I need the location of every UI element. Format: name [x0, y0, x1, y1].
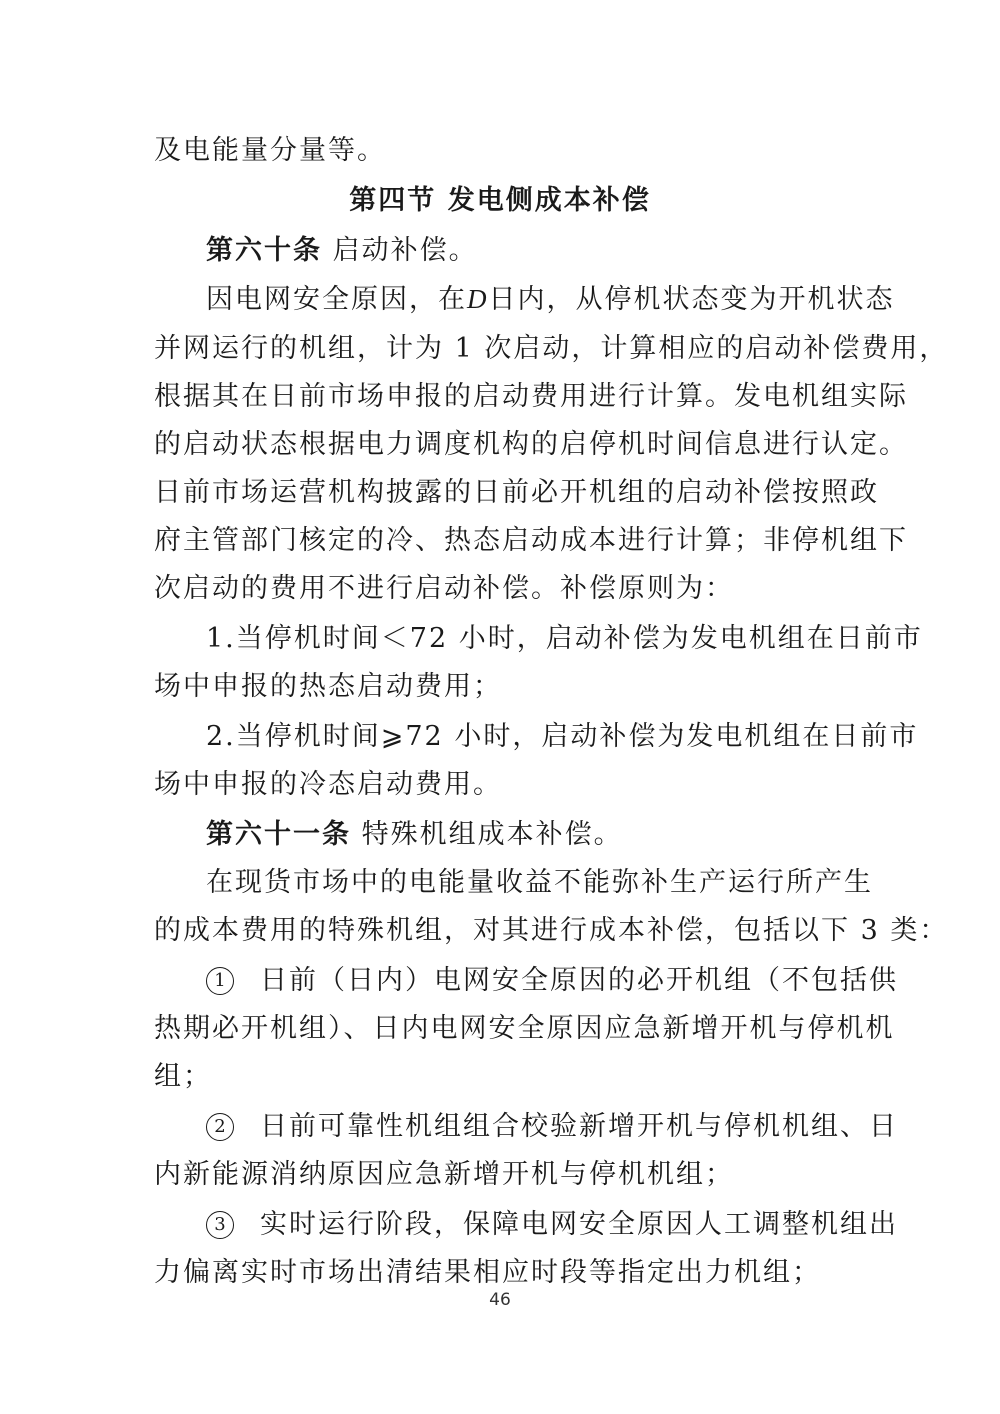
text-line: 并网运行的机组，计为 1 次启动，计算相应的启动补偿费用， [154, 333, 949, 364]
circled-number: 3 [206, 1211, 234, 1239]
text-line: 在现货市场中的电能量收益不能弥补生产运行所产生 [206, 867, 873, 898]
text-line: 热期必开机组）、日内电网安全原因应急新增开机与停机机 [154, 1013, 895, 1044]
list-item [206, 1207, 898, 1243]
article-61-number: 第六十一条 [206, 819, 351, 850]
text-line: 及电能量分量等。 [154, 135, 386, 166]
article-60-number: 第六十条 [206, 235, 322, 266]
text-span: 因电网安全原因，在 [206, 284, 467, 315]
page-number: 46 [489, 1290, 511, 1310]
list-item: 1.当停机时间＜72 小时，启动补偿为发电机组在日前市 [206, 623, 923, 654]
text-line: 力偏离实时市场出清结果相应时段等指定出力机组； [154, 1257, 821, 1288]
italic-d: D [467, 284, 489, 314]
text-span: 实时运行阶段，保障电网安全原因人工调整机组出 [260, 1209, 898, 1240]
text-line: 根据其在日前市场申报的启动费用进行计算。发电机组实际 [154, 381, 908, 412]
article-61-heading [206, 817, 854, 853]
text-line: 场中申报的冷态启动费用。 [154, 769, 502, 800]
text-span: 日内，从停机状态变为开机状态 [488, 284, 895, 315]
article-60-heading [206, 233, 854, 269]
text-line: 日前市场运营机构披露的日前必开机组的启动补偿按照政 [154, 477, 879, 508]
text-line [206, 281, 895, 318]
text-span: 日前（日内）电网安全原因的必开机组（不包括供 [260, 965, 898, 996]
text-line: 的成本费用的特殊机组，对其进行成本补偿，包括以下 3 类： [154, 915, 949, 946]
section-title: 第四节 发电侧成本补偿 [349, 185, 651, 216]
text-line: 次启动的费用不进行启动补偿。补偿原则为： [154, 573, 734, 604]
circled-number: 1 [206, 967, 234, 995]
article-60-name: 启动补偿。 [332, 235, 478, 266]
circled-number: 2 [206, 1113, 234, 1141]
text-span: 日前可靠性机组组合校验新增开机与停机机组、日 [260, 1111, 898, 1142]
list-item [206, 963, 898, 999]
text-line: 场中申报的热态启动费用； [154, 671, 502, 702]
list-item: 2.当停机时间⩾72 小时，启动补偿为发电机组在日前市 [206, 721, 919, 752]
text-line: 的启动状态根据电力调度机构的启停机时间信息进行认定。 [154, 429, 908, 460]
text-line: 组； [154, 1061, 212, 1092]
article-61-name: 特殊机组成本补偿。 [361, 819, 623, 850]
text-line: 内新能源消纳原因应急新增开机与停机机组； [154, 1159, 734, 1190]
text-line: 府主管部门核定的冷、热态启动成本进行计算；非停机组下 [154, 525, 908, 556]
list-item [206, 1109, 898, 1145]
